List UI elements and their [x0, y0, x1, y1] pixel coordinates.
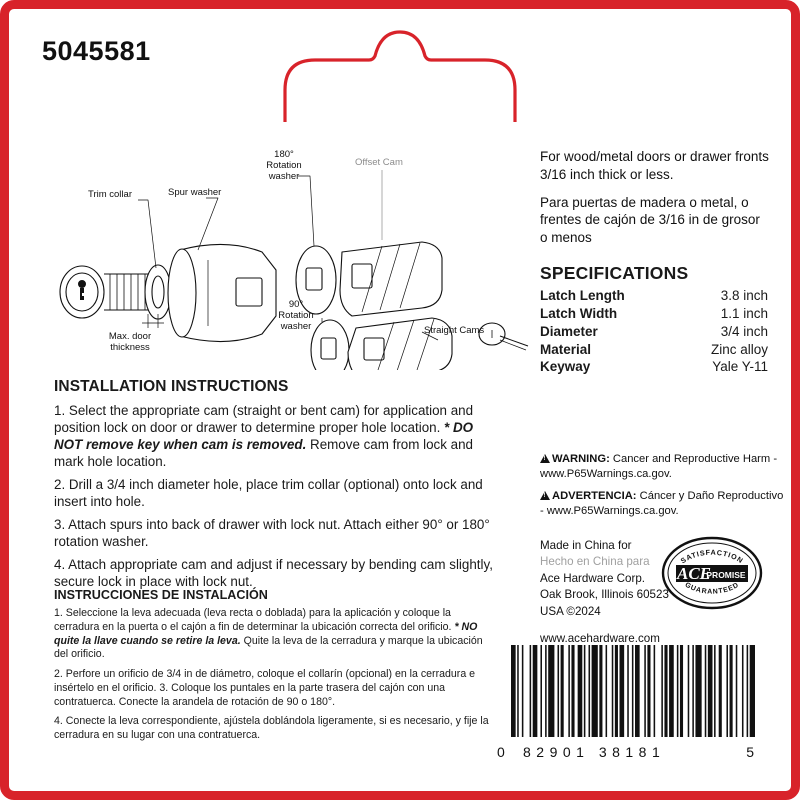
step-1-pre-es: 1. Seleccione la leva adecuada (leva recta o doblada) para la aplicación y coloque la cerradura en la puerta o el cajón a fin de determinar la ubicación correcta del orificio. — [54, 607, 455, 633]
table-row — [540, 305, 768, 323]
step-1-post-es: Quite la leva de la cerradura y marque la ubicación del orificio. — [54, 634, 483, 661]
seal-bottom-text: GUARANTEED — [683, 581, 741, 596]
instruction-step-1-es — [54, 607, 494, 662]
step-1-emphasis: * DO NOT remove key when cam is removed. — [54, 420, 474, 453]
warning-label-en: WARNING: — [552, 453, 610, 465]
diagram-label: 180° Rotation washer — [266, 149, 302, 182]
spec-value: Zinc alloy — [710, 341, 768, 357]
instruction-step-2: 2. Drill a 3/4 inch diameter hole, place trim collar (optional) onto lock and insert into hole. — [54, 477, 483, 510]
spec-value: 1.1 inch — [720, 305, 768, 321]
company-name: Ace Hardware Corp. — [540, 571, 646, 585]
diagram-label-max-door-thickness: Max. door thickness — [108, 331, 152, 353]
ace-satisfaction-seal — [660, 534, 765, 612]
spec-key: Diameter — [540, 323, 598, 339]
instruction-step-3: 3. Attach spurs into back of drawer with lock nut. Attach either 90° or 180° rotation washer. — [54, 517, 490, 550]
spec-key: Material — [540, 341, 592, 357]
made-in-line-en: Made in China for — [540, 539, 632, 552]
instruction-step-4: 4. Attach appropriate cam and adjust if necessary by bending cam slightly, secure lock in place with lock nut. — [54, 557, 493, 590]
svg-text:SATISFACTION — [679, 548, 745, 566]
instruction-step-4-es: 4. Conecte la leva correspondiente, ajústela doblándola ligeramente, si es necesario, y fije la cerradura en su lugar con una contratuerca. — [54, 715, 489, 742]
warning-text-en: Cancer and Reproductive Harm - www.P65Warnings.ca.gov. — [540, 453, 778, 480]
specifications-title: SPECIFICATIONS — [540, 263, 689, 284]
prop65-warnings — [540, 452, 790, 526]
seal-top-text: SATISFACTION — [678, 547, 746, 566]
barcode-middle-digits: 82901 38181 — [523, 744, 666, 760]
instruction-step-1 — [54, 402, 504, 470]
warning-triangle-icon — [540, 491, 550, 500]
table-row — [540, 287, 768, 305]
spec-value: 3/4 inch — [720, 323, 768, 339]
diagram-label-offset-cam: Offset Cam — [355, 157, 403, 168]
company-country: USA ©2024 — [540, 604, 601, 618]
company-city: Oak Brook, Illinois 60523 — [540, 588, 669, 602]
hang-hole-tab — [281, 0, 519, 122]
seal-brand: ACE — [676, 564, 712, 583]
spec-key: Latch Length — [540, 288, 625, 304]
spec-value: 3.8 inch — [720, 288, 768, 304]
barcode — [497, 645, 755, 763]
step-1-emphasis-es: * NO quite la llave cuando se retire la leva. — [54, 620, 478, 647]
sku-number: 5045581 — [42, 36, 151, 66]
specifications-table — [540, 287, 768, 376]
table-row — [540, 358, 768, 376]
warning-label-es: ADVERTENCIA: — [552, 489, 637, 502]
diagram-label-straight-cams: Straight Cams — [424, 325, 485, 336]
installation-instructions-title: INSTALLATION INSTRUCTIONS — [54, 378, 289, 395]
usage-text-es: Para puertas de madera o metal, o frentes de cajón de 3/16 in de grosor o menos — [540, 194, 760, 246]
table-row — [540, 323, 768, 341]
diagram-label-trim-collar: Trim collar — [88, 189, 132, 200]
usage-text-en: For wood/metal doors or drawer fronts 3/16 inch thick or less. — [540, 149, 769, 182]
instruction-step-2-es: 2. Perfore un orificio de 3/4 in de diámetro, coloque el collarín (opcional) en la cerradura e insértelo en el orificio. 3. Coloque los puntales en la parte trasera del cajón con una contratuerca. Conecte la arandela de rotación de 90 o 180°. — [54, 668, 476, 708]
barcode-right-digit: 5 — [746, 744, 755, 760]
installation-instructions — [54, 378, 504, 596]
warning-en — [540, 452, 790, 482]
seal-mid-text: PROMISE — [706, 570, 746, 580]
installation-instructions-title-es: INSTRUCCIONES DE INSTALACIÓN — [54, 588, 268, 602]
installation-instructions-es — [54, 588, 494, 749]
table-row — [540, 341, 768, 359]
right-column — [540, 148, 770, 376]
warning-triangle-icon — [540, 454, 550, 463]
warning-es — [540, 489, 790, 519]
spec-key: Latch Width — [540, 305, 618, 321]
barcode-bars — [497, 645, 755, 741]
barcode-left-digit: 0 — [497, 744, 506, 760]
product-diagram — [30, 140, 530, 370]
diagram-label-spur-washer: Spur washer — [168, 187, 222, 198]
company-website[interactable]: www.acehardware.com — [540, 632, 660, 646]
step-1-post: Remove cam from lock and mark hole location. — [54, 437, 474, 470]
step-1-pre: 1. Select the appropriate cam (straight or bent cam) for application and position lock on door or drawer to determine proper hole location. — [54, 403, 474, 436]
diagram-label-90-washer: 90° Rotation washer — [278, 299, 314, 332]
spec-value: Yale Y-11 — [712, 359, 768, 375]
made-in-line-es: Hecho en China para — [540, 555, 650, 569]
spec-key: Keyway — [540, 359, 591, 375]
warning-text-es: Cáncer y Daño Reproductivo - www.P65Warnings.ca.gov. — [540, 489, 784, 517]
svg-text:GUARANTEED — [684, 582, 741, 596]
